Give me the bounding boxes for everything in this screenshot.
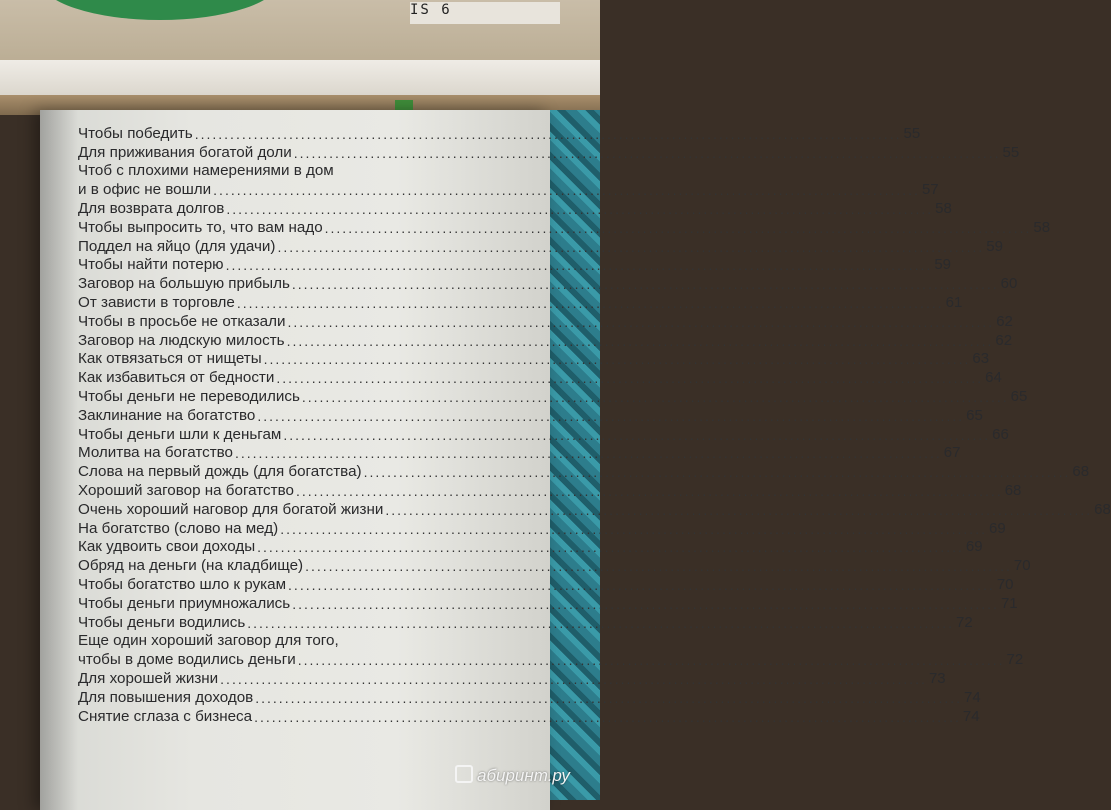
- toc-entry: [78, 707, 980, 726]
- toc-leader-dots: ........................................................................................................................: [254, 708, 961, 725]
- toc-entry-page: 61: [945, 293, 963, 311]
- toc-entry: [78, 594, 1018, 613]
- table-of-contents: [78, 124, 1111, 726]
- toc-entry-title: и в офис не вошли: [78, 181, 212, 199]
- toc-entry-title: Слова на первый дождь (для богатства): [78, 463, 362, 481]
- toc-entry: [78, 124, 921, 143]
- toc-entry-title: Как удвоить свои доходы: [78, 538, 256, 556]
- toc-leader-dots: ........................................................................................................................: [305, 558, 1012, 575]
- toc-entry-page: 62: [995, 331, 1013, 349]
- toc-entry-page: 73: [928, 669, 946, 687]
- toc-entry: [78, 575, 1014, 594]
- toc-entry-page: 74: [962, 707, 980, 725]
- toc-entry-page: 72: [956, 613, 973, 631]
- toc-entry: [78, 556, 1031, 575]
- toc-entry: [78, 237, 1003, 256]
- toc-entry-title: Хороший заговор на богатство: [78, 481, 294, 499]
- toc-entry: [78, 387, 1028, 406]
- toc-entry-title: Молитва на богатство: [78, 444, 233, 462]
- book-page: [40, 110, 1111, 810]
- toc-leader-dots: ........................................................................................................................: [297, 652, 1005, 669]
- toc-entry: [78, 688, 981, 707]
- toc-leader-dots: ........................................................................................................................: [257, 407, 965, 424]
- toc-leader-dots: ........................................................................................................................: [324, 219, 1032, 236]
- toc-entry-title: чтобы в доме водились деньги: [78, 651, 296, 669]
- watermark-text: абиринт.ру: [477, 766, 570, 785]
- toc-entry: [78, 481, 1022, 500]
- toc-entry: [78, 632, 518, 651]
- toc-entry: [78, 444, 961, 463]
- toc-entry-page: 68: [1072, 463, 1090, 481]
- toc-entry-title: Заговор на людскую милость: [78, 331, 285, 349]
- toc-leader-dots: ........................................................................................................................: [255, 689, 963, 706]
- toc-entry-page: 69: [988, 519, 1006, 537]
- toc-entry-page: 66: [992, 425, 1009, 443]
- toc-entry-page: 55: [1002, 143, 1020, 161]
- toc-leader-dots: ........................................................................................................................: [280, 520, 987, 537]
- toc-entry: [78, 650, 1024, 669]
- toc-entry-page: 64: [985, 369, 1002, 387]
- toc-entry-title: Поддел на яйцо (для удачи): [78, 237, 276, 255]
- toc-entry-title: Для хорошей жизни: [78, 669, 219, 687]
- toc-leader-dots: ........................................................................................................................: [263, 351, 971, 368]
- toc-entry-title: Чтоб с плохими намерениями в дом: [78, 162, 334, 180]
- toc-entry-page: 68: [1094, 500, 1111, 518]
- toc-entry-page: 62: [996, 312, 1013, 330]
- toc-entry: [78, 312, 1013, 331]
- toc-entry: [78, 462, 1090, 481]
- toc-entry: [78, 368, 1002, 387]
- page-shadow: [40, 110, 78, 810]
- toc-leader-dots: ........................................................................................................................: [277, 238, 985, 255]
- toc-entry-title: Очень хороший наговор для богатой жизни: [78, 500, 384, 518]
- toc-entry: [78, 538, 983, 557]
- toc-leader-dots: ........................................................................................................................: [293, 144, 1001, 161]
- toc-entry-page: 58: [935, 199, 952, 217]
- toc-entry: [78, 293, 963, 312]
- toc-leader-dots: ........................................................................................................................: [363, 464, 1071, 481]
- toc-entry-page: 71: [1000, 594, 1018, 612]
- toc-entry-title: Заклинание на богатство: [78, 406, 256, 424]
- toc-entry: [78, 274, 1018, 293]
- toc-leader-dots: ........................................................................................................................: [295, 482, 1003, 499]
- toc-entry-page: 55: [903, 124, 921, 142]
- toc-entry-title: Обряд на деньги (на кладбище): [78, 557, 304, 575]
- toc-entry-page: 57: [921, 181, 939, 199]
- toc-leader-dots: ........................................................................................................................: [194, 125, 902, 142]
- toc-entry-page: 72: [1006, 651, 1024, 669]
- toc-entry-page: 70: [1013, 557, 1031, 575]
- toc-entry-title: Еще один хороший заговор для того,: [78, 632, 339, 650]
- toc-entry-title: На богатство (слово на мед): [78, 519, 279, 537]
- toc-entry: [78, 256, 952, 275]
- toc-entry: [78, 669, 946, 688]
- toc-entry-page: 68: [1004, 481, 1022, 499]
- toc-entry-title: Для повышения доходов: [78, 688, 254, 706]
- toc-leader-dots: ........................................................................................................................: [220, 670, 927, 687]
- toc-leader-dots: ........................................................................................................................: [226, 200, 934, 217]
- toc-entry-page: 67: [943, 444, 961, 462]
- toc-entry: [78, 350, 990, 369]
- toc-entry: [78, 519, 1006, 538]
- toc-entry: [78, 406, 983, 425]
- toc-leader-dots: ........................................................................................................................: [283, 426, 991, 443]
- labirint-logo-icon: [455, 765, 473, 783]
- toc-leader-dots: ........................................................................................................................: [225, 257, 933, 274]
- toc-entry: [78, 143, 1020, 162]
- toc-entry-page: 58: [1033, 218, 1051, 236]
- toc-entry-title: Чтобы деньги водились: [78, 613, 246, 631]
- toc-entry-title: Чтобы деньги не переводились: [78, 387, 300, 405]
- toc-entry-page: 60: [1000, 275, 1018, 293]
- toc-entry-page: 65: [1010, 387, 1028, 405]
- toc-entry-page: 70: [996, 575, 1014, 593]
- toc-leader-dots: ........................................................................................................................: [247, 614, 955, 631]
- toc-leader-dots: ........................................................................................................................: [276, 370, 984, 387]
- toc-entry: [78, 331, 1013, 350]
- toc-entry-title: Чтобы деньги шли к деньгам: [78, 425, 282, 443]
- toc-entry-title: Как избавиться от бедности: [78, 369, 275, 387]
- toc-leader-dots: ........................................................................................................................: [235, 445, 942, 462]
- toc-entry-page: 63: [972, 350, 990, 368]
- toc-leader-dots: ........................................................................................................................: [385, 501, 1093, 518]
- toc-entry-title: От зависти в торговле: [78, 293, 235, 311]
- toc-entry-title: Чтобы найти потерю: [78, 256, 224, 274]
- toc-entry-title: Как отвязаться от нищеты: [78, 350, 262, 368]
- toc-leader-dots: ........................................................................................................................: [292, 595, 999, 612]
- toc-entry: [78, 180, 939, 199]
- toc-leader-dots: ........................................................................................................................: [287, 313, 995, 330]
- toc-entry-page: 65: [966, 406, 983, 424]
- toc-entry-title: Чтобы богатство шло к рукам: [78, 575, 287, 593]
- toc-entry-page: 69: [965, 538, 983, 556]
- toc-entry: [78, 500, 1111, 519]
- toc-entry: [78, 613, 973, 632]
- toc-entry-page: 59: [934, 256, 952, 274]
- white-book-edge: [0, 60, 600, 100]
- toc-entry-title: Снятие сглаза с бизнеса: [78, 707, 253, 725]
- toc-leader-dots: ........................................................................................................................: [288, 576, 995, 593]
- toc-entry: [78, 199, 952, 218]
- toc-entry: [78, 425, 1009, 444]
- toc-entry-title: Чтобы победить: [78, 124, 193, 142]
- toc-entry-title: Чтобы деньги приумножались: [78, 594, 291, 612]
- barcode: IS 6: [410, 2, 560, 24]
- toc-leader-dots: ........................................................................................................................: [286, 332, 994, 349]
- toc-entry-title: Для приживания богатой доли: [78, 143, 292, 161]
- toc-entry: [78, 162, 518, 181]
- toc-entry-title: Чтобы в просьбе не отказали: [78, 312, 286, 330]
- toc-entry: [78, 218, 1051, 237]
- toc-leader-dots: ........................................................................................................................: [291, 276, 999, 293]
- toc-entry-title: Для возврата долгов: [78, 199, 225, 217]
- toc-leader-dots: ........................................................................................................................: [301, 388, 1009, 405]
- toc-leader-dots: ........................................................................................................................: [257, 539, 964, 556]
- toc-entry-title: Заговор на большую прибыль: [78, 275, 290, 293]
- green-disc: [40, 0, 280, 20]
- toc-entry-title: Чтобы выпросить то, что вам надо: [78, 218, 323, 236]
- toc-leader-dots: ........................................................................................................................: [236, 294, 944, 311]
- toc-entry-page: 74: [964, 688, 981, 706]
- watermark: [455, 765, 570, 786]
- toc-entry-page: 59: [986, 237, 1003, 255]
- toc-leader-dots: ........................................................................................................................: [213, 182, 920, 199]
